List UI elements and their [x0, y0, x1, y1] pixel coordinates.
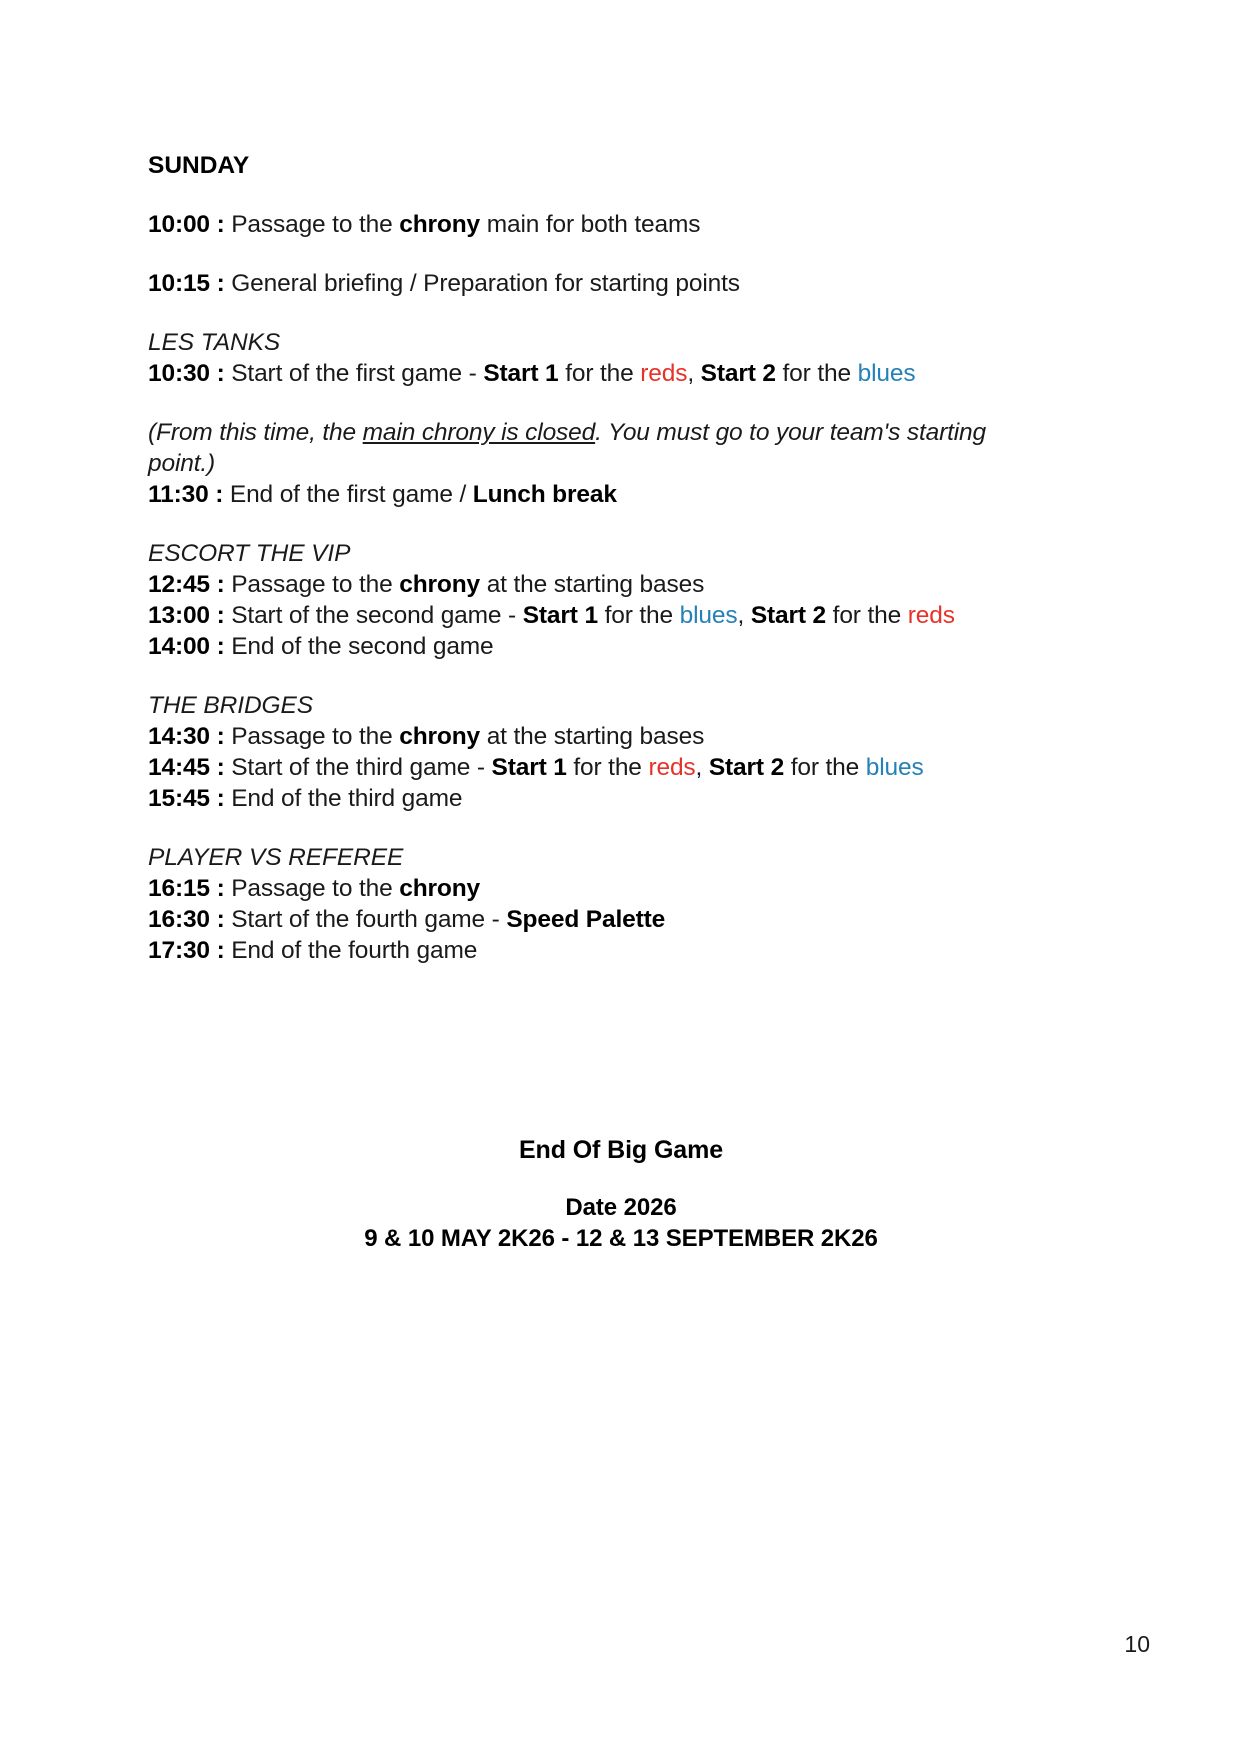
time-label: 12:45 : [148, 571, 225, 598]
schedule-line-1615 [148, 873, 1028, 904]
line-text: for the [558, 360, 641, 387]
spacer [148, 181, 1028, 209]
time-label: 17:30 : [148, 937, 225, 964]
line-text: for the [775, 360, 858, 387]
line-text: Start of the fourth game - [224, 906, 507, 933]
line-text: End of the third game [224, 785, 463, 812]
note-part-1: (From this time, the [148, 419, 363, 446]
section-title-referee: PLAYER VS REFEREE [148, 844, 404, 871]
schedule-line-1015 [148, 268, 1028, 299]
line-text: for the [826, 602, 908, 629]
team-reds: reds [640, 360, 688, 387]
section-title-vip: ESCORT THE VIP [148, 540, 351, 567]
start2-label: Start 2 [708, 754, 785, 781]
schedule-line-1000 [148, 209, 1028, 240]
line-text: End of the first game / [223, 481, 473, 508]
chrony-keyword: chrony [399, 875, 481, 902]
time-label: 10:30 : [148, 360, 225, 387]
date-label: Date 2026 [565, 1194, 677, 1221]
start1-label: Start 1 [483, 360, 559, 387]
line-text: for the [566, 754, 649, 781]
spacer [148, 814, 1028, 842]
team-reds: reds [907, 602, 955, 629]
time-label: 13:00 : [148, 602, 225, 629]
spacer [148, 240, 1028, 268]
time-label: 10:15 : [148, 270, 225, 297]
section-title-bridges: THE BRIDGES [148, 692, 313, 719]
line-text: for the [597, 602, 680, 629]
team-reds: reds [648, 754, 696, 781]
line-text: Start of the first game - [224, 360, 484, 387]
day-heading: SUNDAY [148, 152, 250, 179]
line-text: Start of the third game - [224, 754, 492, 781]
schedule-line-1545 [148, 783, 1028, 814]
schedule-line-1300 [148, 600, 1028, 631]
section-title-tanks: LES TANKS [148, 329, 281, 356]
line-text-tail: at the starting bases [480, 571, 705, 598]
line-text: Start of the second game - [224, 602, 523, 629]
line-text: , [695, 754, 709, 781]
time-label: 10:00 : [148, 211, 225, 238]
line-text: Passage to the [224, 571, 400, 598]
page-number: 10 [1124, 1631, 1150, 1657]
start1-label: Start 1 [522, 602, 598, 629]
chrony-keyword: chrony [399, 723, 481, 750]
spacer [0, 1166, 1242, 1192]
start2-label: Start 2 [750, 602, 827, 629]
time-label: 16:30 : [148, 906, 225, 933]
chrony-closed-note [148, 417, 1028, 479]
line-text: Passage to the [224, 723, 400, 750]
time-label: 15:45 : [148, 785, 225, 812]
spacer [148, 510, 1028, 538]
line-text: End of the second game [224, 633, 494, 660]
line-text: General briefing / Preparation for starting points [224, 270, 740, 297]
document-footer [0, 1135, 1242, 1254]
time-label: 16:15 : [148, 875, 225, 902]
note-part-2: . You must go to your team's starting point.) [148, 419, 993, 477]
spacer [148, 662, 1028, 690]
spacer [148, 389, 1028, 417]
line-text: for the [784, 754, 866, 781]
start1-label: Start 1 [491, 754, 567, 781]
schedule-line-1130 [148, 479, 1028, 510]
start2-label: Start 2 [700, 360, 776, 387]
schedule-line-1400 [148, 631, 1028, 662]
lunch-break-label: Lunch break [472, 481, 617, 508]
schedule-line-1245 [148, 569, 1028, 600]
end-of-big-game-title: End Of Big Game [518, 1136, 724, 1164]
note-underlined: main chrony is closed [362, 419, 596, 446]
schedule-line-1445 [148, 752, 1028, 783]
speed-palette-label: Speed Palette [506, 906, 666, 933]
line-text: , [687, 360, 701, 387]
schedule-line-1030 [148, 358, 1028, 389]
line-text-tail: at the starting bases [480, 723, 705, 750]
time-label: 14:45 : [148, 754, 225, 781]
chrony-keyword: chrony [399, 211, 481, 238]
line-text: , [737, 602, 751, 629]
team-blues: blues [865, 754, 924, 781]
line-text: Passage to the [224, 211, 400, 238]
time-label: 14:30 : [148, 723, 225, 750]
spacer [148, 299, 1028, 327]
time-label: 11:30 : [148, 481, 224, 508]
schedule-line-1430 [148, 721, 1028, 752]
schedule-line-1630 [148, 904, 1028, 935]
line-text-tail: main for both teams [480, 211, 701, 238]
event-dates: 9 & 10 MAY 2K26 - 12 & 13 SEPTEMBER 2K26 [364, 1225, 878, 1252]
time-label: 14:00 : [148, 633, 225, 660]
team-blues: blues [679, 602, 738, 629]
line-text: End of the fourth game [224, 937, 478, 964]
team-blues: blues [857, 360, 916, 387]
line-text: Passage to the [224, 875, 400, 902]
schedule-line-1730 [148, 935, 1028, 966]
chrony-keyword: chrony [399, 571, 481, 598]
schedule-content [148, 150, 1028, 966]
